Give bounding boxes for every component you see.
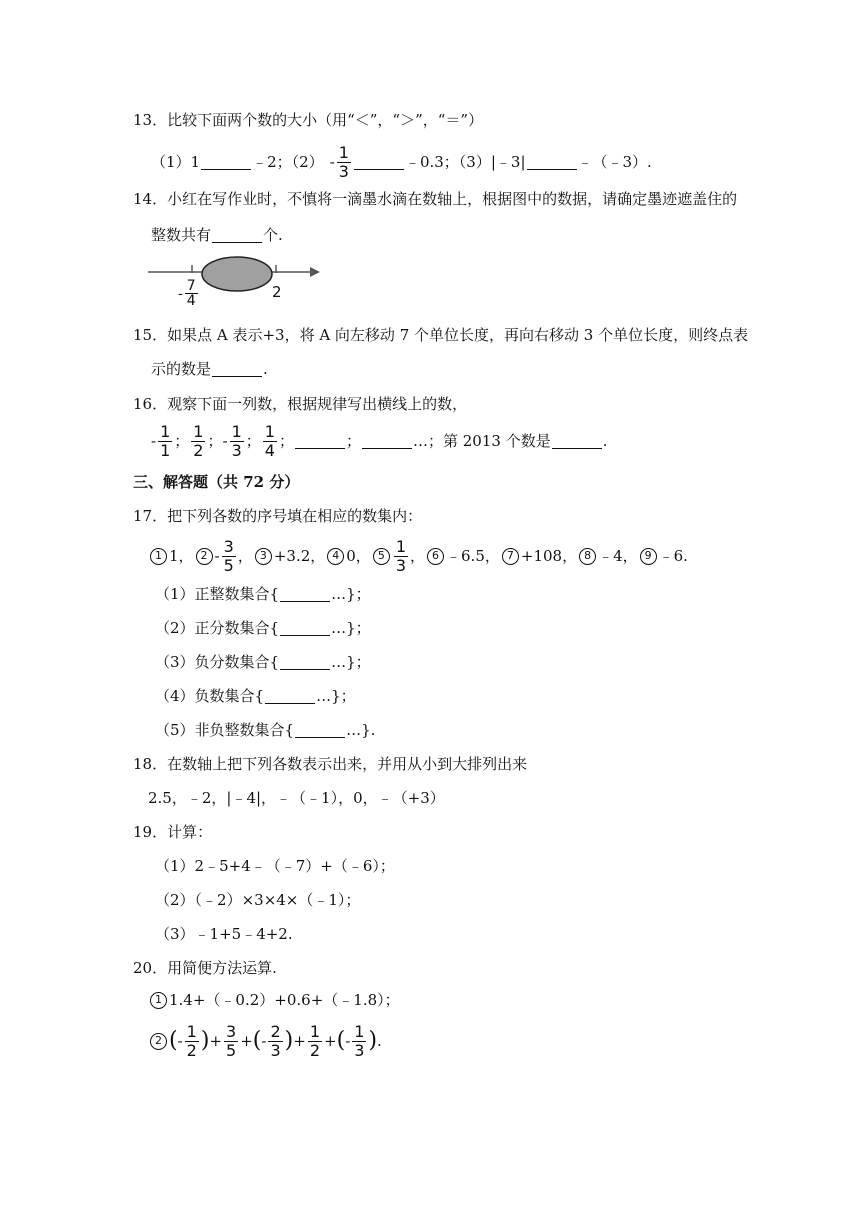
q16-sequence — [151, 421, 607, 461]
right-paren: ) — [368, 1028, 378, 1053]
separator: ； — [245, 432, 261, 450]
circled-number: 4 — [327, 548, 344, 565]
q16-title: 16．观察下面一列数，根据规律写出横线上的数， — [133, 395, 468, 413]
answer-blank[interactable] — [362, 433, 412, 449]
minus-sign: - — [222, 432, 228, 450]
fraction: $\frac{7}{4}$ — [186, 278, 196, 309]
answer-blank[interactable] — [527, 154, 577, 170]
minus-sign: - — [151, 432, 157, 450]
fraction: $\frac{1}{3}$ — [354, 1021, 365, 1060]
set-label: （3）负分数集合{ — [155, 653, 280, 671]
answer-blank[interactable] — [280, 620, 330, 636]
set-label: （1）正整数集合{ — [155, 585, 280, 603]
fraction: $\frac{1}{4}$ — [264, 421, 275, 460]
circled-number: 1 — [150, 992, 167, 1009]
item-text: ﹣6. — [658, 547, 688, 565]
q14-line2 — [151, 225, 283, 245]
q20-expr2 — [148, 1019, 382, 1063]
circled-number: 2 — [150, 1033, 167, 1050]
q17-title: 17．把下列各数的序号填在相应的数集内： — [133, 507, 423, 525]
q15-text: 示的数是 — [151, 360, 212, 378]
fraction: $\frac{1}{3}$ — [395, 536, 406, 575]
minus-sign: - — [214, 547, 220, 565]
q15-line1: 15．如果点 A 表示+3，将 A 向左移动 7 个单位长度，再向右移动 3 个单位长度，则终点表 — [133, 326, 749, 344]
expression-text: 1.4+（﹣0.2）+0.6+（﹣1.8）； — [169, 991, 400, 1009]
item-text: ﹣6.5， — [446, 547, 500, 565]
fraction: $\frac{1}{2}$ — [309, 1021, 321, 1060]
fraction: $\frac{3}{5}$ — [226, 1021, 237, 1060]
set-label: （2）正分数集合{ — [155, 619, 280, 637]
axis-arrow — [310, 267, 320, 277]
circled-number: 5 — [373, 548, 390, 565]
minus-sign: - — [178, 285, 183, 302]
item-text: 1， — [169, 547, 194, 565]
set-close: …}； — [331, 585, 371, 603]
q13-part3-tail: ﹣（﹣3）. — [577, 153, 652, 171]
q13-title: 13．比较下面两个数的大小（用“＜”，“＞”，“＝”） — [133, 111, 484, 129]
plus-sign: + — [209, 1032, 223, 1050]
label-right: 2 — [272, 283, 282, 301]
answer-blank[interactable] — [295, 722, 345, 738]
answer-blank[interactable] — [552, 433, 602, 449]
q15-line2 — [151, 359, 268, 379]
set-label: （4）负数集合{ — [155, 687, 265, 705]
set-label: （5）非负整数集合{ — [155, 721, 295, 739]
separator: ； — [174, 432, 190, 450]
fraction: $\frac{1}{3}$ — [231, 421, 242, 460]
separator: ； — [278, 432, 294, 450]
minus-sign: - — [329, 153, 335, 171]
q13-part1-tail: ﹣2；（2） — [252, 153, 324, 171]
fraction: $\frac{1}{2}$ — [186, 1021, 197, 1060]
circled-number: 7 — [502, 548, 519, 565]
q15-text-end: . — [263, 360, 268, 378]
answer-blank[interactable] — [265, 688, 315, 704]
separator: ； — [345, 432, 361, 450]
right-paren: ) — [200, 1028, 210, 1053]
answer-blank[interactable] — [280, 654, 330, 670]
minus-sign: - — [345, 1032, 351, 1050]
set-negatives — [155, 686, 356, 706]
minus-sign: - — [261, 1032, 267, 1050]
q14-line1: 14．小红在写作业时，不慎将一滴墨水滴在数轴上，根据图中的数据，请确定墨迹遮盖住的 — [133, 190, 738, 208]
number-line-svg — [148, 256, 328, 312]
fraction: $\frac{1}{1}$ — [160, 421, 171, 460]
set-positive-integers — [155, 584, 371, 604]
q17-items — [148, 536, 688, 576]
set-close: …}. — [346, 721, 376, 739]
item-text: ， — [410, 547, 426, 565]
q14-text: 整数共有 — [151, 226, 212, 244]
set-close: …}； — [331, 619, 371, 637]
q20-title: 20．用简便方法运算. — [133, 959, 277, 977]
left-paren: ( — [169, 1028, 178, 1053]
circled-number: 2 — [196, 548, 213, 565]
circled-number: 3 — [255, 548, 272, 565]
answer-blank[interactable] — [280, 586, 330, 602]
circled-number: 8 — [579, 548, 596, 565]
left-paren: ( — [252, 1028, 262, 1053]
plus-sign: + — [324, 1032, 337, 1050]
q18-numbers: 2.5，﹣2，|﹣4|，﹣（﹣1），0，﹣（+3） — [148, 789, 445, 807]
q19-title: 19．计算： — [133, 823, 213, 841]
circled-number: 1 — [150, 548, 167, 565]
q13-part2-tail: ﹣0.3；（3）|﹣3| — [404, 153, 526, 171]
q19-expr3: （3）﹣1+5﹣4+2. — [155, 925, 293, 943]
item-text: +108， — [520, 547, 578, 565]
set-positive-fractions — [155, 618, 371, 638]
q13-parts — [151, 142, 652, 182]
fraction: $\frac{2}{3}$ — [270, 1021, 281, 1060]
minus-sign: - — [177, 1032, 183, 1050]
q16-end: . — [602, 432, 608, 450]
answer-blank[interactable] — [212, 227, 262, 243]
set-close: …}； — [331, 653, 371, 671]
q20-expr1 — [148, 990, 400, 1010]
q14-text-end: 个. — [263, 226, 283, 244]
plus-sign: + — [240, 1032, 253, 1050]
number-line-figure — [148, 256, 328, 316]
answer-blank[interactable] — [212, 361, 262, 377]
label-left — [178, 279, 200, 308]
q16-nth-text: …；第 2013 个数是 — [412, 432, 551, 450]
right-paren: ) — [284, 1028, 294, 1053]
plus-sign: + — [293, 1032, 306, 1050]
item-text: 0， — [346, 547, 371, 565]
ink-blot — [202, 257, 272, 291]
set-close: …}； — [316, 687, 356, 705]
fraction: $\frac{1}{2}$ — [193, 421, 204, 460]
left-paren: ( — [336, 1028, 346, 1053]
item-text: +3.2， — [273, 547, 326, 565]
set-negative-fractions — [155, 652, 371, 672]
fraction: $\frac{3}{5}$ — [223, 536, 234, 575]
q18-title: 18．在数轴上把下列各数表示出来，并用从小到大排列出来 — [133, 755, 528, 773]
fraction: $\frac{1}{3}$ — [338, 142, 349, 181]
answer-blank[interactable] — [295, 433, 345, 449]
item-text: ﹣4， — [598, 547, 638, 565]
q19-expr2: （2）（﹣2）×3×4×（﹣1）； — [155, 891, 361, 909]
answer-blank[interactable] — [201, 154, 251, 170]
set-nonnegative-integers — [155, 720, 375, 740]
expression-end: . — [377, 1032, 382, 1050]
q13-part1: （1）1 — [151, 153, 201, 171]
item-text: ， — [237, 547, 253, 565]
circled-number: 6 — [427, 548, 444, 565]
separator: ； — [207, 432, 223, 450]
answer-blank[interactable] — [354, 154, 404, 170]
section-heading: 三、解答题（共 72 分） — [133, 473, 300, 491]
q19-expr1: （1）2﹣5+4﹣（﹣7）+（﹣6）； — [155, 857, 395, 875]
circled-number: 9 — [640, 548, 657, 565]
